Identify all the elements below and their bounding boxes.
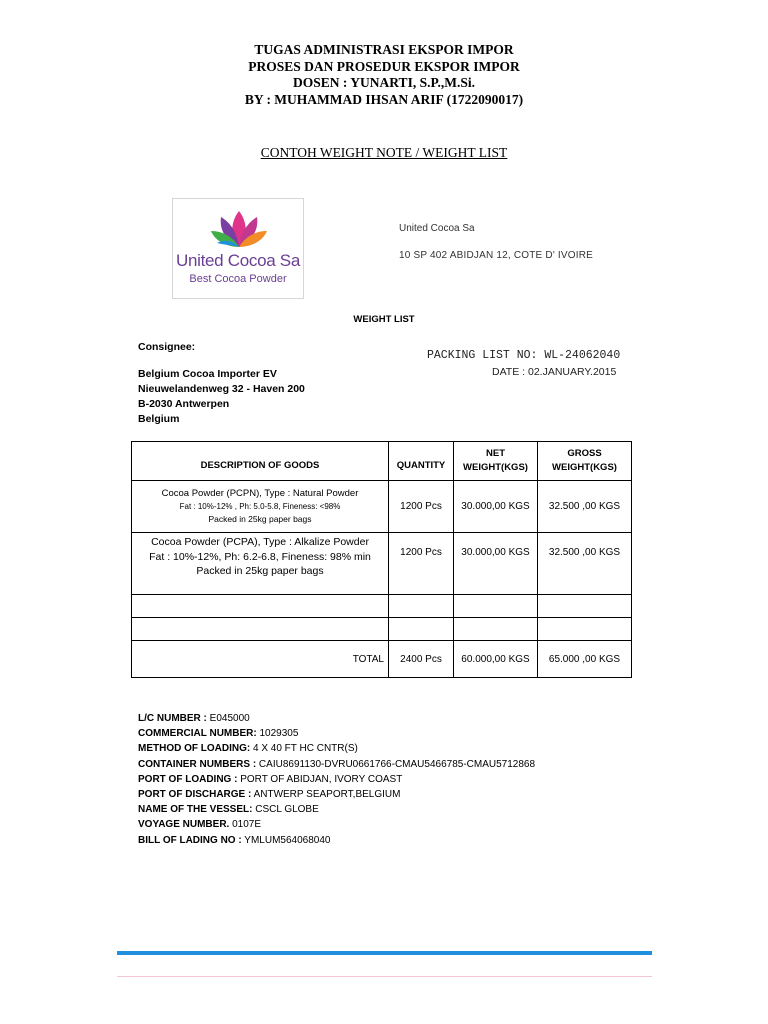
- total-net-weight: 60.000,00 KGS: [454, 641, 538, 678]
- consignee-country: Belgium: [138, 413, 180, 425]
- row-net-weight: 30.000,00 KGS: [454, 533, 538, 595]
- company-logo: [172, 198, 304, 299]
- header-line-author: BY : MUHAMMAD IHSAN ARIF (1722090017): [244, 91, 524, 107]
- total-label: TOTAL: [132, 641, 389, 678]
- weight-list-title: WEIGHT LIST: [353, 314, 415, 325]
- header-gross-weight: GROSS WEIGHT(KGS): [538, 442, 632, 481]
- logo-company-name: United Cocoa Sa: [175, 251, 301, 270]
- document-subtitle: CONTOH WEIGHT NOTE / WEIGHT LIST: [260, 145, 508, 160]
- shipping-details: [138, 711, 535, 848]
- consignee-company: Belgium Cocoa Importer EV: [138, 368, 277, 380]
- container-numbers: CONTAINER NUMBERS : CAIU8691130-DVRU0661766-CMAU5466785-CMAU5712868: [138, 758, 536, 770]
- row-quantity: 1200 Pcs: [389, 533, 454, 595]
- row-description: Cocoa Powder (PCPN), Type : Natural Powder Fat : 10%-12% , Ph: 5.0-5.8, Fineness: <98% Packed in 25kg paper bags: [132, 481, 389, 533]
- row-quantity: 1200 Pcs: [389, 481, 454, 533]
- packing-list-number: PACKING LIST NO: WL-24062040: [427, 349, 621, 362]
- goods-table: [131, 441, 632, 678]
- consignee-label: Consignee:: [138, 341, 196, 353]
- vessel-name: NAME OF THE VESSEL: CSCL GLOBE: [138, 804, 319, 816]
- header-line-topic: PROSES DAN PROSEDUR EKSPOR IMPOR: [248, 58, 520, 74]
- table-row: [132, 533, 632, 595]
- table-row-empty: [132, 618, 632, 641]
- commercial-number: COMMERCIAL NUMBER: 1029305: [138, 728, 299, 740]
- header-description: DESCRIPTION OF GOODS: [132, 442, 389, 481]
- total-quantity: 2400 Pcs: [389, 641, 454, 678]
- header-quantity: QUANTITY: [389, 442, 454, 481]
- consignee-city: B-2030 Antwerpen: [138, 398, 230, 410]
- header-line-course: TUGAS ADMINISTRASI EKSPOR IMPOR: [254, 42, 514, 57]
- table-header-row: [132, 442, 632, 481]
- total-gross-weight: 65.000 ,00 KGS: [538, 641, 632, 678]
- consignee-address: [138, 367, 305, 427]
- header-net-weight: NET WEIGHT(KGS): [454, 442, 538, 481]
- company-name: United Cocoa Sa: [399, 223, 475, 234]
- header-line-lecturer: DOSEN : YUNARTI, S.P.,M.Si.: [293, 75, 475, 90]
- row-net-weight: 30.000,00 KGS: [454, 481, 538, 533]
- table-total-row: [132, 641, 632, 678]
- footer-pink-rule: [117, 976, 652, 977]
- row-gross-weight: 32.500 ,00 KGS: [538, 481, 632, 533]
- voyage-number: VOYAGE NUMBER. 0107E: [138, 819, 262, 831]
- consignee-street: Nieuwelandenweg 32 - Haven 200: [138, 383, 305, 395]
- lc-number: L/C NUMBER : E045000: [138, 713, 250, 724]
- document-header: [0, 42, 768, 108]
- document-date: DATE : 02.JANUARY.2015: [492, 366, 617, 378]
- table-row-empty: [132, 595, 632, 618]
- bill-of-lading: BILL OF LADING NO : YMLUM564068040: [138, 834, 331, 846]
- company-address: 10 SP 402 ABIDJAN 12, COTE D' IVOIRE: [399, 250, 594, 261]
- row-description: Cocoa Powder (PCPA), Type : Alkalize Powder Fat : 10%-12%, Ph: 6.2-6.8, Fineness: 98% min Packed in 25kg paper bags: [132, 533, 389, 595]
- logo-tagline: Best Cocoa Powder: [189, 273, 287, 285]
- footer-blue-rule: [117, 951, 652, 955]
- lotus-flower-icon: [211, 209, 267, 249]
- row-gross-weight: 32.500 ,00 KGS: [538, 533, 632, 595]
- port-of-loading: PORT OF LOADING : PORT OF ABIDJAN, IVORY COAST: [138, 773, 403, 785]
- port-of-discharge: PORT OF DISCHARGE : ANTWERP SEAPORT,BELGIUM: [138, 789, 401, 801]
- table-row: [132, 481, 632, 533]
- method-of-loading: METHOD OF LOADING: 4 X 40 FT HC CNTR(S): [138, 743, 358, 755]
